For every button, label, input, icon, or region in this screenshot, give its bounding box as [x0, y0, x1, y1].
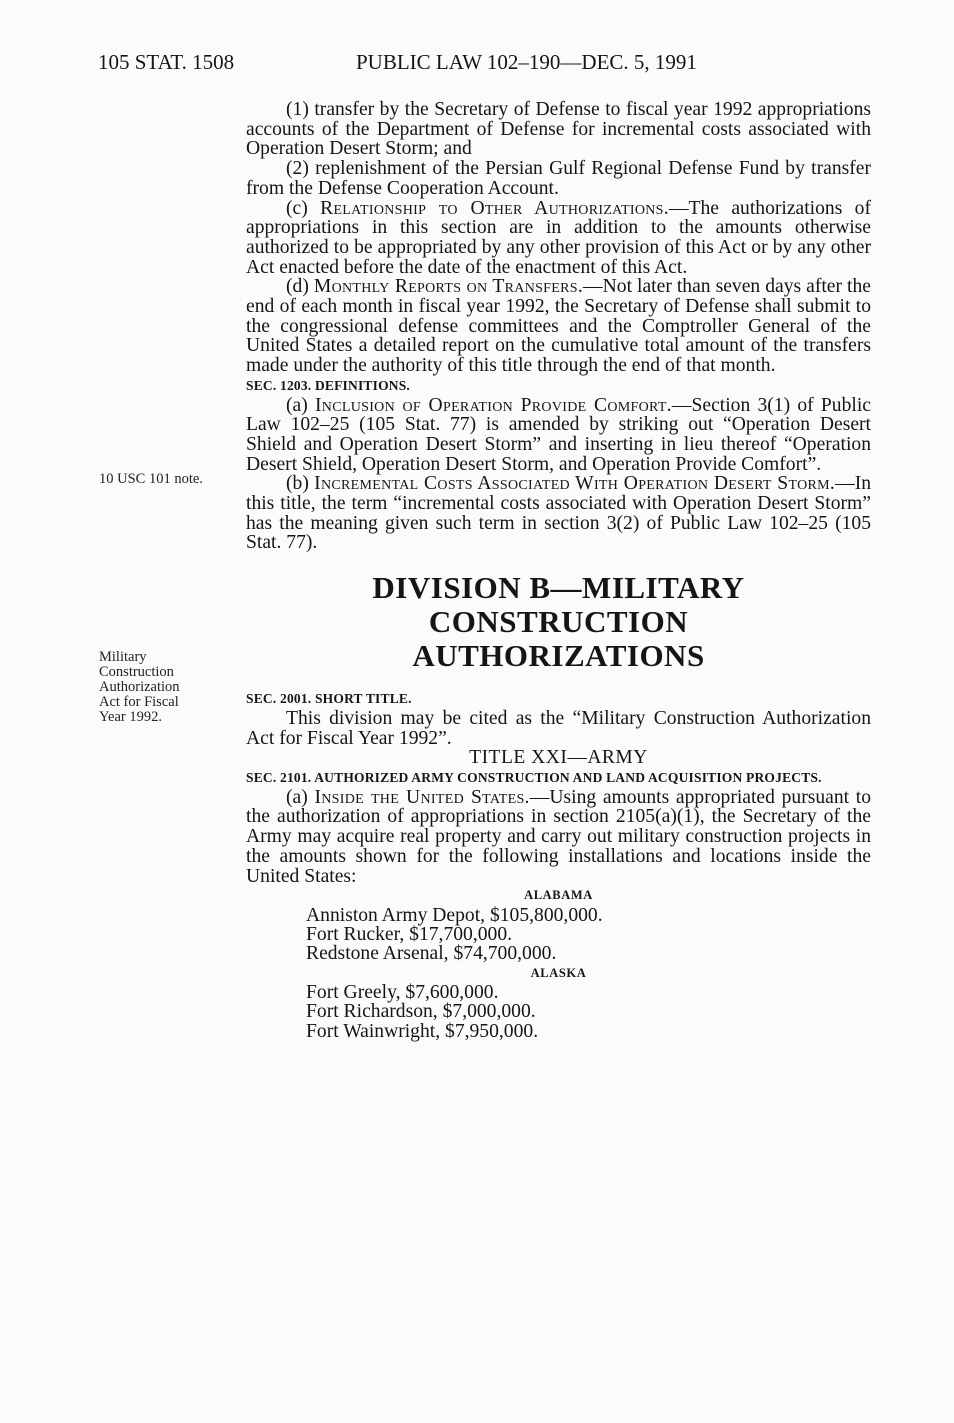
list-item: Fort Rucker, $17,700,000.: [306, 924, 513, 946]
margin-note-line: Year 1992.: [99, 709, 162, 725]
stat-reference: 105 STAT. 1508: [98, 50, 235, 74]
law-reference: PUBLIC LAW 102–190—DEC. 5, 1991: [356, 50, 697, 74]
subsection-text: —In this title, the term “incremental costs associated with Operation Desert Storm” has the meaning given such term in section 3(2) of Public Law 102–25 (105 Stat. 77).: [246, 473, 872, 554]
title-heading: TITLE XXI—ARMY: [469, 747, 648, 769]
short-title-paragraph: This division may be cited as the “Military Construction Authorization Act for Fiscal Year 1992”.: [246, 707, 871, 749]
paragraph-1: (1) transfer by the Secretary of Defense to fiscal year 1992 appropriations accounts of the Department of Defense for incremental costs associated with Operation Desert Storm; and: [246, 99, 871, 160]
subsection-heading: Relationship to Other Authorizations.: [320, 197, 669, 219]
section-1203-heading: SEC. 1203. DEFINITIONS.: [246, 377, 411, 393]
section-2001-heading: SEC. 2001. SHORT TITLE.: [246, 691, 412, 707]
subsection-c: [246, 199, 871, 278]
subsection-b: [246, 474, 871, 553]
subsection-a: [246, 396, 871, 475]
margin-note-line: Military: [99, 649, 147, 665]
subsection-text: —Not later than seven days after the end of each month in fiscal year 1992, the Secretary of Defense shall submit to the congressional defense committees and the Comptroller General of the United States a detailed report on the cumulative total amount of the transfers made under the authority of this title through the end of that month.: [246, 276, 871, 377]
margin-note-line: Construction: [99, 664, 174, 680]
list-item: Anniston Army Depot, $105,800,000.: [306, 904, 603, 926]
margin-note-line: Act for Fiscal: [99, 694, 179, 710]
list-item: Fort Richardson, $7,000,000.: [306, 1001, 536, 1023]
subsection-heading: Inclusion of Operation Provide Comfort.: [314, 394, 672, 416]
subsection-label: (b): [286, 473, 315, 495]
subsection-text: —Using amounts appropriated pursuant to the authorization of appropriations in section 2105(a)(1), the Secretary of the Army may acquire real property and carry out military construction projects in the amounts shown for the following installations and locations inside the United States:: [246, 786, 871, 887]
subsection-label: (a): [286, 786, 315, 808]
subsection-d: [246, 277, 871, 376]
subsection-heading: Monthly Reports on Transfers.: [313, 276, 584, 298]
margin-note-usc: 10 USC 101 note.: [99, 471, 203, 487]
subsection-heading: Incremental Costs Associated With Operation Desert Storm.: [314, 473, 836, 495]
subsection-label: (a): [286, 394, 315, 416]
subsection-inside-us: [246, 788, 871, 887]
division-heading-line: DIVISION B—MILITARY CONSTRUCTION: [372, 570, 745, 640]
margin-note-military-construction: [99, 650, 180, 725]
margin-note-line: Authorization: [99, 679, 180, 695]
page-header: [98, 50, 878, 80]
division-heading-line: AUTHORIZATIONS: [412, 638, 705, 674]
subsection-label: (d): [286, 276, 314, 298]
list-item: Redstone Arsenal, $74,700,000.: [306, 943, 557, 965]
list-item: Fort Wainwright, $7,950,000.: [306, 1020, 539, 1042]
list-item: Fort Greely, $7,600,000.: [306, 982, 499, 1004]
subsection-label: (c): [286, 197, 321, 219]
state-heading-alabama: ALABAMA: [524, 888, 593, 903]
subsection-text: —The authorizations of appropriations in this section are in addition to the amounts otherwise authorized to be appropriated by any other provision of this Act or by any other Act enacted before the date of the enactment of this Act.: [246, 197, 871, 278]
section-2101-heading: SEC. 2101. AUTHORIZED ARMY CONSTRUCTION AND LAND ACQUISITION PROJECTS.: [246, 769, 822, 785]
division-heading: [246, 571, 871, 673]
subsection-text: —Section 3(1) of Public Law 102–25 (105 Stat. 77) is amended by striking out “Operation Desert Shield and Operation Desert Storm” and inserting in lieu thereof “Operation Desert Shield, Operation Desert Storm, and Operation Provide Comfort”.: [246, 394, 871, 475]
subsection-heading: Inside the United States.: [314, 786, 530, 808]
paragraph-2: (2) replenishment of the Persian Gulf Regional Defense Fund by transfer from the Defense Cooperation Account.: [246, 158, 871, 199]
body-text: [246, 100, 871, 1041]
state-heading-alaska: ALASKA: [530, 965, 587, 980]
